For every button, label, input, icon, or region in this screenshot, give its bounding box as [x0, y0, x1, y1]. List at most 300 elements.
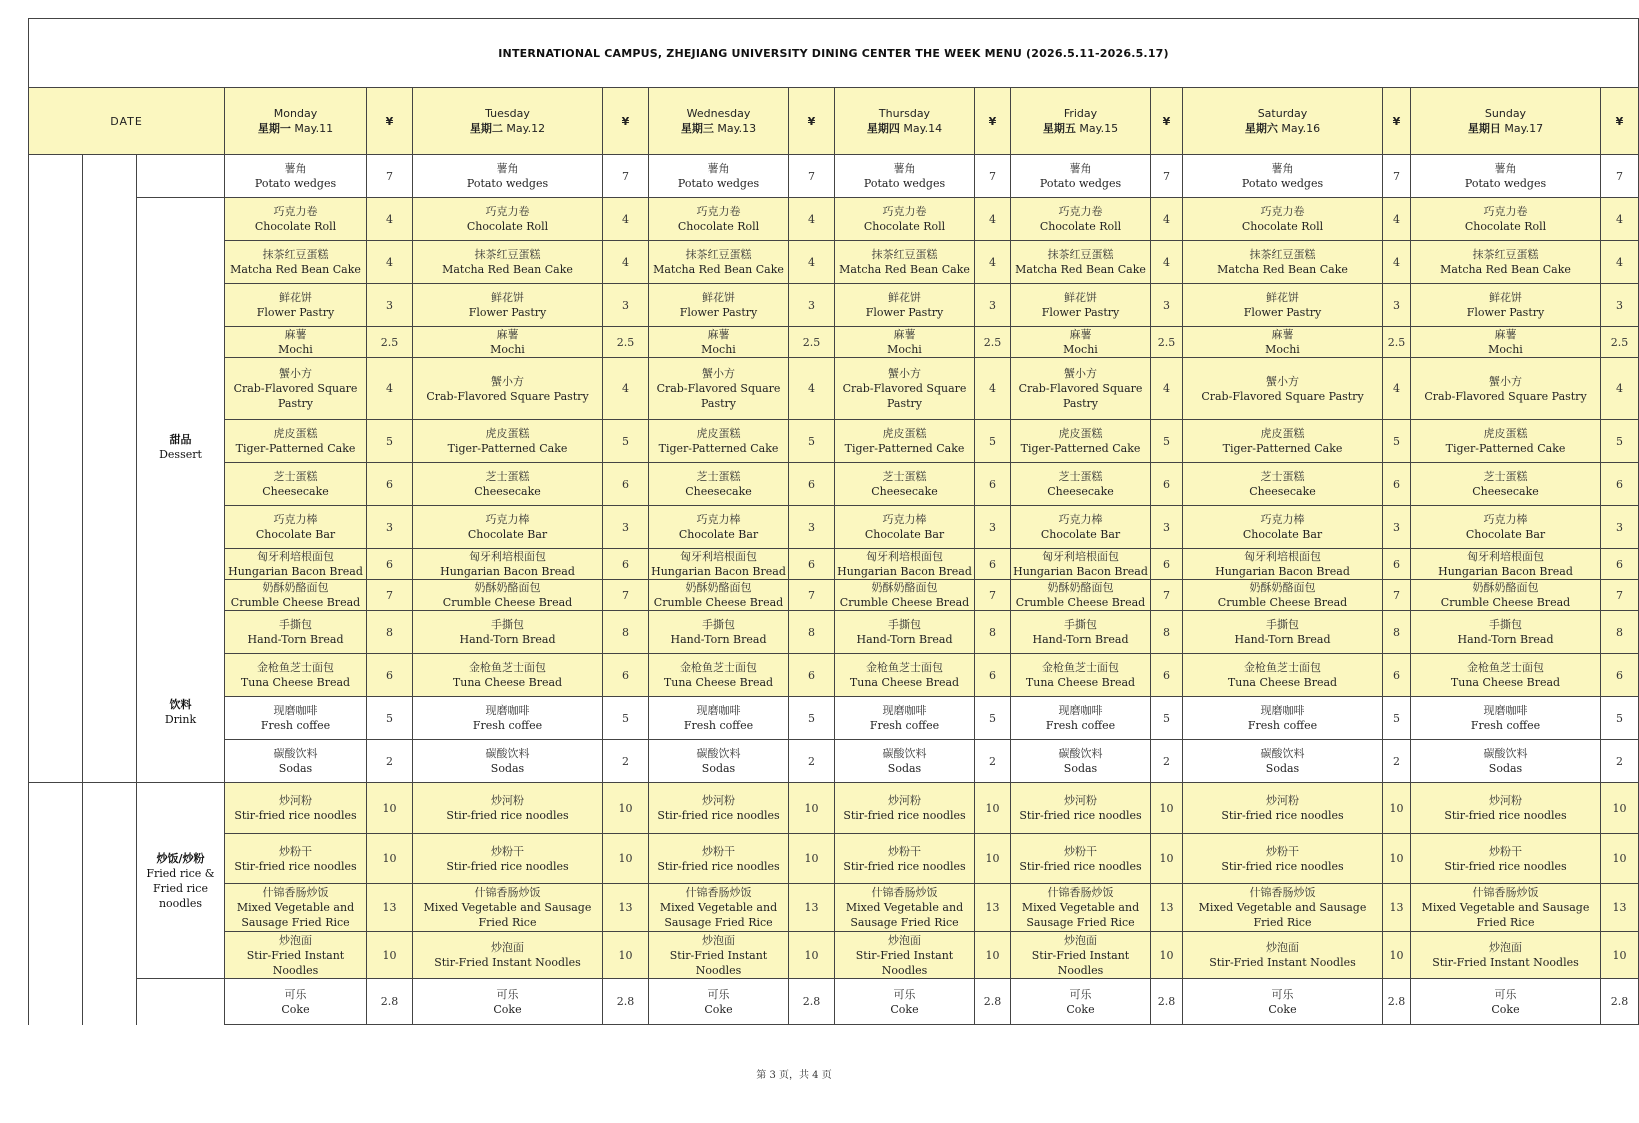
menu-item [835, 834, 975, 884]
menu-item [1183, 783, 1383, 834]
item-name-en: Crumble Cheese Bread [442, 596, 573, 609]
item-name-en: Sodas [490, 762, 525, 775]
item-name-en: Potato wedges [1039, 177, 1122, 190]
item-name-zh: 炒粉干 [1064, 844, 1097, 858]
item-name-en: Flower Pastry [1041, 306, 1120, 319]
item-name-en: Flower Pastry [865, 306, 944, 319]
item-name-zh: 炒河粉 [888, 794, 921, 807]
day-date: May.14 [903, 122, 943, 135]
menu-item [413, 611, 603, 654]
item-name-zh: 现磨咖啡 [1483, 704, 1528, 717]
item-name-en: Coke [1491, 1002, 1520, 1016]
item-name-en: Flower Pastry [1243, 306, 1322, 319]
item-price: 2 [1151, 740, 1183, 783]
item-name-en: Stir-fried rice noodles [446, 809, 569, 822]
menu-item [1183, 506, 1383, 549]
menu-item [835, 155, 975, 198]
menu-item [835, 420, 975, 463]
item-name-en: Chocolate Bar [1465, 528, 1546, 541]
menu-item [1411, 241, 1601, 284]
item-price: 7 [603, 155, 649, 198]
day-name: Monday [273, 107, 318, 120]
day-header-thursday [835, 88, 975, 155]
item-price: 13 [975, 884, 1011, 932]
currency-header: ¥ [1601, 88, 1639, 155]
menu-item [1183, 834, 1383, 884]
item-name-zh: 虎皮蛋糕 [1058, 427, 1103, 440]
category-dessert [137, 198, 225, 697]
item-price: 4 [975, 358, 1011, 420]
item-price: 6 [1383, 654, 1411, 697]
item-name-en: Cheesecake [685, 485, 752, 498]
item-price: 2.5 [603, 327, 649, 358]
item-name-en: Hungarian Bacon Bread [1013, 565, 1148, 578]
item-name-en: Matcha Red Bean Cake [230, 263, 361, 276]
item-price: 3 [1601, 506, 1639, 549]
item-name-en: Potato wedges [1464, 177, 1547, 190]
item-price: 6 [789, 463, 835, 506]
item-price: 6 [367, 654, 413, 697]
menu-row [29, 420, 1639, 463]
item-name-en: Mixed Vegetable and Sausage Fried Rice [845, 901, 964, 929]
item-name-en: Tiger-Patterned Cake [447, 442, 568, 455]
item-name-zh: 碳酸饮料 [1058, 747, 1103, 760]
item-price: 13 [1151, 884, 1183, 932]
item-name-en: Tiger-Patterned Cake [1445, 442, 1566, 455]
item-name-zh: 炒泡面 [1489, 941, 1522, 954]
item-price: 10 [1601, 834, 1639, 884]
item-name-zh: 炒泡面 [702, 933, 735, 947]
item-name-zh: 巧克力卷 [1483, 205, 1528, 218]
menu-row [29, 327, 1639, 358]
item-name-en: Stir-Fried Instant Noodles [1432, 956, 1579, 969]
day-name: Thursday [878, 107, 931, 120]
menu-item [649, 697, 789, 740]
item-name-zh: 巧克力棒 [1483, 513, 1528, 526]
item-price: 13 [1383, 884, 1411, 932]
item-name-zh: 碳酸饮料 [882, 747, 927, 760]
day-header-friday [1011, 88, 1151, 155]
menu-item [413, 884, 603, 932]
menu-row [29, 241, 1639, 284]
item-name-zh: 匈牙利培根面包 [257, 550, 334, 563]
menu-item [1411, 834, 1601, 884]
item-price: 6 [1383, 549, 1411, 580]
item-name-zh: 虎皮蛋糕 [696, 427, 741, 440]
menu-item [1183, 327, 1383, 358]
item-name-en: Potato wedges [863, 177, 946, 190]
item-name-en: Hand-Torn Bread [1457, 633, 1554, 646]
item-name-zh: 炒粉干 [888, 844, 921, 858]
menu-item [413, 420, 603, 463]
day-name: Sunday [1484, 107, 1527, 120]
item-price: 4 [1383, 198, 1411, 241]
item-price: 8 [1383, 611, 1411, 654]
menu-item [1183, 580, 1383, 611]
item-name-en: Cheesecake [1249, 485, 1316, 498]
item-price: 4 [603, 358, 649, 420]
item-price: 4 [1151, 241, 1183, 284]
item-name-en: Stir-fried rice noodles [1221, 809, 1344, 822]
menu-item [649, 327, 789, 358]
item-price: 6 [1151, 549, 1183, 580]
item-name-en: Crumble Cheese Bread [839, 596, 970, 609]
menu-item [1411, 506, 1601, 549]
item-name-zh: 手撕包 [1489, 618, 1522, 631]
menu-item [225, 654, 367, 697]
item-name-en: Sodas [1063, 762, 1098, 775]
item-name-zh: 炒河粉 [702, 794, 735, 807]
item-name-en: Chocolate Bar [255, 528, 336, 541]
menu-item [225, 284, 367, 327]
item-name-zh: 蟹小方 [1489, 374, 1522, 388]
item-name-zh: 鲜花饼 [279, 291, 312, 304]
item-price: 13 [603, 884, 649, 932]
item-name-zh: 手撕包 [1064, 618, 1097, 631]
currency-header: ¥ [975, 88, 1011, 155]
menu-item [1011, 198, 1151, 241]
item-price: 5 [789, 697, 835, 740]
item-name-en: Mochi [887, 343, 922, 356]
item-name-en: Hungarian Bacon Bread [1438, 565, 1573, 578]
category-label-zh: 饮料 [169, 697, 192, 711]
item-price: 6 [1601, 654, 1639, 697]
item-name-zh: 碳酸饮料 [485, 747, 530, 760]
item-price: 6 [1601, 549, 1639, 580]
menu-item [1183, 358, 1383, 420]
menu-row [29, 549, 1639, 580]
menu-item [1411, 580, 1601, 611]
item-price: 2.8 [367, 979, 413, 1025]
item-name-zh: 蟹小方 [1266, 374, 1299, 388]
menu-item [1411, 284, 1601, 327]
day-name: Saturday [1257, 107, 1308, 120]
item-name-zh: 碳酸饮料 [273, 747, 318, 760]
item-name-en: Mochi [1063, 343, 1098, 356]
menu-item [1411, 155, 1601, 198]
menu-item [835, 198, 975, 241]
item-price: 10 [367, 834, 413, 884]
menu-item [649, 155, 789, 198]
item-price: 10 [975, 834, 1011, 884]
item-price: 3 [367, 506, 413, 549]
item-name-en: Mochi [278, 343, 313, 356]
item-name-zh: 巧克力棒 [696, 513, 741, 526]
item-price: 6 [367, 549, 413, 580]
item-price: 5 [1151, 697, 1183, 740]
item-name-zh: 现磨咖啡 [1260, 704, 1305, 717]
category-blank [137, 155, 225, 198]
item-name-zh: 金枪鱼芝士面包 [866, 661, 943, 674]
menu-item [1011, 884, 1151, 932]
item-price: 2.8 [1383, 979, 1411, 1025]
menu-item [413, 358, 603, 420]
menu-item [1411, 697, 1601, 740]
item-name-zh: 炒河粉 [279, 794, 312, 807]
item-price: 2 [975, 740, 1011, 783]
item-price: 4 [1601, 358, 1639, 420]
menu-item [835, 463, 975, 506]
menu-item [1011, 284, 1151, 327]
item-name-en: Crab-Flavored Square Pastry [656, 382, 781, 410]
item-name-zh: 可乐 [707, 987, 730, 1001]
item-price: 13 [367, 884, 413, 932]
item-name-zh: 炒河粉 [1266, 794, 1299, 807]
item-name-en: Mixed Vegetable and Sausage Fried Rice [1021, 901, 1140, 929]
item-name-zh: 抹茶红豆蛋糕 [262, 248, 329, 261]
menu-item [1183, 420, 1383, 463]
item-name-zh: 金枪鱼芝士面包 [257, 661, 334, 674]
menu-item [413, 241, 603, 284]
menu-item [413, 697, 603, 740]
item-name-en: Matcha Red Bean Cake [1440, 263, 1571, 276]
item-name-en: Crumble Cheese Bread [1440, 596, 1571, 609]
item-price: 7 [1601, 580, 1639, 611]
item-name-zh: 鲜花饼 [1489, 291, 1522, 304]
item-price: 3 [789, 284, 835, 327]
item-price: 2.8 [1601, 979, 1639, 1025]
item-price: 4 [603, 241, 649, 284]
menu-item [649, 611, 789, 654]
item-price: 5 [603, 420, 649, 463]
item-name-en: Hungarian Bacon Bread [440, 565, 575, 578]
item-price: 4 [1383, 241, 1411, 284]
menu-item [225, 420, 367, 463]
item-name-zh: 芝士蛋糕 [882, 470, 927, 483]
item-price: 5 [1151, 420, 1183, 463]
item-price: 3 [789, 506, 835, 549]
item-name-zh: 金枪鱼芝士面包 [680, 661, 757, 674]
date-header: DATE [29, 88, 225, 155]
menu-item [1411, 654, 1601, 697]
menu-row [29, 155, 1639, 198]
item-price: 2.5 [1151, 327, 1183, 358]
item-name-zh: 虎皮蛋糕 [1260, 427, 1305, 440]
item-price: 6 [975, 463, 1011, 506]
item-price: 5 [789, 420, 835, 463]
menu-item [1011, 327, 1151, 358]
item-price: 7 [789, 155, 835, 198]
item-price: 4 [1601, 241, 1639, 284]
item-price: 6 [1601, 463, 1639, 506]
item-name-en: Sodas [887, 762, 922, 775]
item-name-en: Chocolate Bar [678, 528, 759, 541]
item-name-en: Coke [890, 1002, 919, 1016]
item-price: 3 [603, 284, 649, 327]
item-name-en: Stir-fried rice noodles [1444, 809, 1567, 822]
menu-item [413, 327, 603, 358]
category-label-zh: 炒饭/炒粉 [156, 851, 205, 865]
menu-row [29, 611, 1639, 654]
item-price: 10 [1601, 783, 1639, 834]
menu-item [1183, 932, 1383, 979]
item-name-en: Mochi [1265, 343, 1300, 356]
item-name-zh: 巧克力棒 [485, 513, 530, 526]
currency-header: ¥ [367, 88, 413, 155]
item-price: 2 [367, 740, 413, 783]
item-name-en: Matcha Red Bean Cake [839, 263, 970, 276]
item-price: 4 [975, 198, 1011, 241]
item-name-zh: 抹茶红豆蛋糕 [685, 248, 752, 261]
item-name-zh: 可乐 [1069, 987, 1092, 1001]
menu-row [29, 198, 1639, 241]
item-price: 10 [367, 783, 413, 834]
item-price: 2 [1383, 740, 1411, 783]
item-price: 2.5 [975, 327, 1011, 358]
item-price: 4 [1151, 198, 1183, 241]
menu-item [1183, 740, 1383, 783]
item-name-zh: 抹茶红豆蛋糕 [474, 248, 541, 261]
item-name-en: Mixed Vegetable and Sausage Fried Rice [1421, 901, 1590, 929]
menu-item [1411, 932, 1601, 979]
item-price: 10 [975, 932, 1011, 979]
item-name-en: Coke [281, 1002, 310, 1016]
item-name-en: Stir-fried rice noodles [843, 809, 966, 822]
item-price: 2.5 [789, 327, 835, 358]
item-name-zh: 抹茶红豆蛋糕 [1472, 248, 1539, 261]
item-name-zh: 芝士蛋糕 [696, 470, 741, 483]
item-price: 7 [789, 580, 835, 611]
menu-item [1011, 654, 1151, 697]
item-name-zh: 匈牙利培根面包 [1467, 550, 1544, 563]
item-price: 8 [603, 611, 649, 654]
item-name-en: Hand-Torn Bread [459, 633, 556, 646]
menu-item [1011, 506, 1151, 549]
item-name-zh: 炒泡面 [1064, 933, 1097, 947]
item-name-zh: 巧克力卷 [696, 205, 741, 218]
item-price: 6 [975, 549, 1011, 580]
day-name-zh: 星期日 [1467, 122, 1501, 135]
item-name-en: Mixed Vegetable and Sausage Fried Rice [659, 901, 778, 929]
menu-item [225, 783, 367, 834]
item-price: 10 [603, 783, 649, 834]
item-name-zh: 碳酸饮料 [1483, 747, 1528, 760]
item-name-en: Crab-Flavored Square Pastry [842, 382, 967, 410]
item-name-en: Chocolate Roll [677, 220, 760, 233]
item-price: 10 [367, 932, 413, 979]
item-name-en: Tiger-Patterned Cake [1020, 442, 1141, 455]
item-name-en: Potato wedges [254, 177, 337, 190]
menu-item [413, 198, 603, 241]
item-price: 10 [1151, 932, 1183, 979]
menu-item [1183, 884, 1383, 932]
item-name-zh: 什锦香肠炒饭 [1047, 886, 1114, 899]
item-name-en: Mixed Vegetable and Sausage Fried Rice [1198, 901, 1367, 929]
item-name-zh: 金枪鱼芝士面包 [1042, 661, 1119, 674]
item-name-en: Stir-fried rice noodles [1019, 859, 1142, 873]
item-price: 6 [789, 549, 835, 580]
item-name-en: Stir-fried rice noodles [446, 859, 569, 873]
item-name-zh: 炒泡面 [279, 933, 312, 947]
menu-item [649, 198, 789, 241]
menu-row [29, 580, 1639, 611]
menu-item [225, 506, 367, 549]
menu-item [835, 611, 975, 654]
item-name-zh: 手撕包 [1266, 618, 1299, 631]
item-name-en: Stir-Fried Instant Noodles [246, 948, 345, 977]
currency-header: ¥ [1383, 88, 1411, 155]
item-name-en: Chocolate Bar [864, 528, 945, 541]
item-name-en: Sodas [1265, 762, 1300, 775]
item-name-en: Flower Pastry [256, 306, 335, 319]
item-name-zh: 炒河粉 [1064, 794, 1097, 807]
item-name-en: Crab-Flavored Square Pastry [1201, 389, 1364, 403]
item-price: 2.8 [789, 979, 835, 1025]
day-date: May.16 [1281, 122, 1321, 135]
item-name-zh: 什锦香肠炒饭 [474, 886, 541, 899]
page-footer: 第 3 页，共 4 页 [756, 1070, 832, 1081]
item-name-en: Tiger-Patterned Cake [844, 442, 965, 455]
day-name-zh: 星期五 [1042, 122, 1076, 135]
item-name-en: Crumble Cheese Bread [1217, 596, 1348, 609]
menu-item [835, 549, 975, 580]
item-price: 13 [1601, 884, 1639, 932]
item-price: 6 [367, 463, 413, 506]
item-name-en: Tuna Cheese Bread [849, 676, 960, 689]
item-name-zh: 可乐 [496, 987, 519, 1001]
item-name-zh: 巧克力棒 [882, 513, 927, 526]
item-price: 3 [1383, 506, 1411, 549]
item-name-en: Flower Pastry [679, 306, 758, 319]
item-name-en: Hand-Torn Bread [247, 633, 344, 646]
item-name-en: Crumble Cheese Bread [1015, 596, 1146, 609]
menu-item [225, 358, 367, 420]
item-price: 5 [603, 697, 649, 740]
menu-item [1011, 463, 1151, 506]
item-name-en: Chocolate Bar [467, 528, 548, 541]
day-date: May.15 [1079, 122, 1119, 135]
item-price: 2.5 [1601, 327, 1639, 358]
item-price: 10 [1383, 932, 1411, 979]
item-name-zh: 薯角 [707, 162, 730, 175]
item-name-zh: 芝士蛋糕 [1483, 470, 1528, 483]
item-name-zh: 薯角 [284, 162, 307, 175]
item-name-zh: 什锦香肠炒饭 [1249, 886, 1316, 899]
item-name-en: Crab-Flavored Square Pastry [1424, 389, 1587, 403]
menu-item [649, 420, 789, 463]
category-label-zh: 甜品 [169, 433, 192, 447]
item-name-en: Tiger-Patterned Cake [235, 442, 356, 455]
currency-header: ¥ [789, 88, 835, 155]
item-price: 6 [603, 463, 649, 506]
item-name-zh: 炒泡面 [1266, 941, 1299, 954]
item-name-en: Stir-Fried Instant Noodles [669, 948, 768, 977]
menu-item [1011, 358, 1151, 420]
item-name-en: Mochi [701, 343, 736, 356]
item-name-zh: 虎皮蛋糕 [882, 427, 927, 440]
item-name-zh: 匈牙利培根面包 [680, 550, 757, 563]
day-name: Wednesday [686, 107, 751, 120]
item-name-en: Hungarian Bacon Bread [651, 565, 786, 578]
item-name-zh: 现磨咖啡 [485, 704, 530, 717]
category-label-en: Fried rice & Fried rice noodles [146, 866, 215, 910]
item-price: 7 [1601, 155, 1639, 198]
item-name-zh: 手撕包 [491, 618, 524, 631]
menu-item [1183, 241, 1383, 284]
day-date: May.13 [717, 122, 757, 135]
item-name-zh: 麻薯 [284, 328, 307, 341]
day-name: Friday [1063, 107, 1098, 120]
menu-item [1411, 740, 1601, 783]
item-name-en: Fresh coffee [683, 719, 754, 732]
menu-item [1011, 740, 1151, 783]
item-name-zh: 薯角 [1271, 162, 1294, 175]
item-name-zh: 炒泡面 [491, 941, 524, 954]
menu-item [1011, 783, 1151, 834]
item-price: 10 [975, 783, 1011, 834]
item-name-en: Flower Pastry [1466, 306, 1545, 319]
item-price: 10 [1601, 932, 1639, 979]
